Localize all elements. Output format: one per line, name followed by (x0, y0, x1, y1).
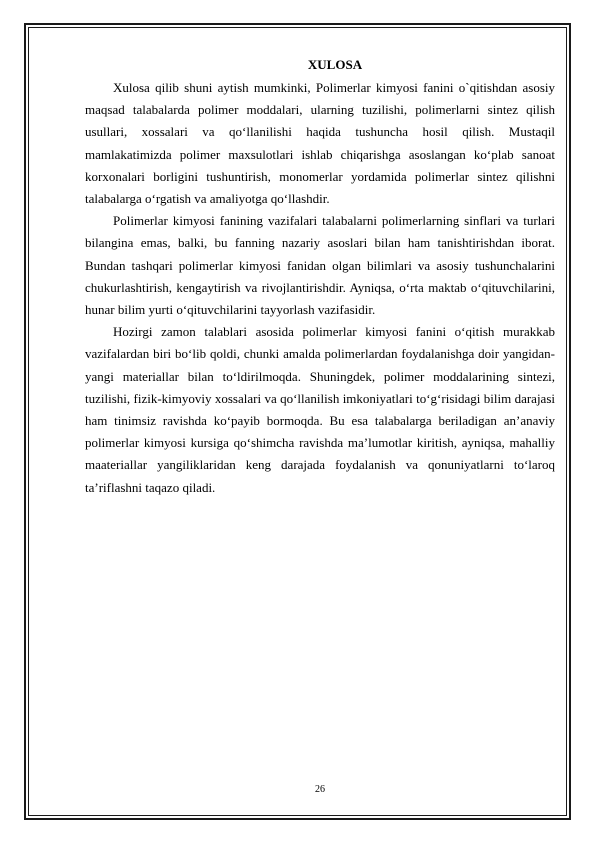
page-number: 26 (315, 784, 325, 795)
document-body (85, 55, 555, 499)
page-title: XULOSA (307, 57, 363, 72)
paragraph-3: Hozirgi zamon talablari asosida polimerlar kimyosi fanini o‘qitish murakkab vazifalardan biri bo‘lib qoldi, chunki amalda polimerlardan foydalanishga doir yangidan-yangi materiallar bilan to‘ldirilmoqda. Shuningdek, polimer moddalarining sintezi, tuzilishi, fizik-kimyoviy xossalari va qo‘llanilish imkoniyatlari to‘g‘risidagi bilim darajasi ham tinimsiz ravishda ko‘payib bormoqda. Bu esa talabalarga beriladigan an’anaviy polimerlar kimyosi kursiga qo‘shimcha ravishda ma’lumotlar kiritish, ayniqsa, mahalliy maateriallar yangiliklaridan keng darajada foydalanish va qonuniyatlarni to‘laroq ta’riflashni taqazo qiladi. (85, 324, 555, 495)
paragraph-1: Xulosa qilib shuni aytish mumkinki, Polimerlar kimyosi fanini o`qitishdan asosiy maqsad talabalarda polimer moddalari, ularning tuzilishi, polimerlarni sintez qilish usullari, xossalari va qo‘llanilishi haqida tushuncha hosil qilish. Mustaqil mamlakatimizda polimer maxsulotlari ishlab chiqarishga asoslangan ko‘plab sanoat korxonalari borligini tushuntirish, monomerlar yordamida polimerlar sintez qilishni talabalarga o‘rgatish va amaliyotga qo‘llashdir. (85, 80, 555, 207)
paragraph-2: Polimerlar kimyosi fanining vazifalari talabalarni polimerlarning sinflari va turlari bilangina emas, balki, bu fanning nazariy asoslari bilan ham tanishtirishdan iborat. Bundan tashqari polimerlar kimyosi fanidan olgan bilimlari va asosiy tushunchalarini chukurlashtirish, kengaytirish va rivojlantirishdir. Ayniqsa, o‘rta maktab o‘qituvchilarini, hunar bilim yurti o‘qituvchilarini tayyorlash vazifasidir. (85, 213, 555, 318)
